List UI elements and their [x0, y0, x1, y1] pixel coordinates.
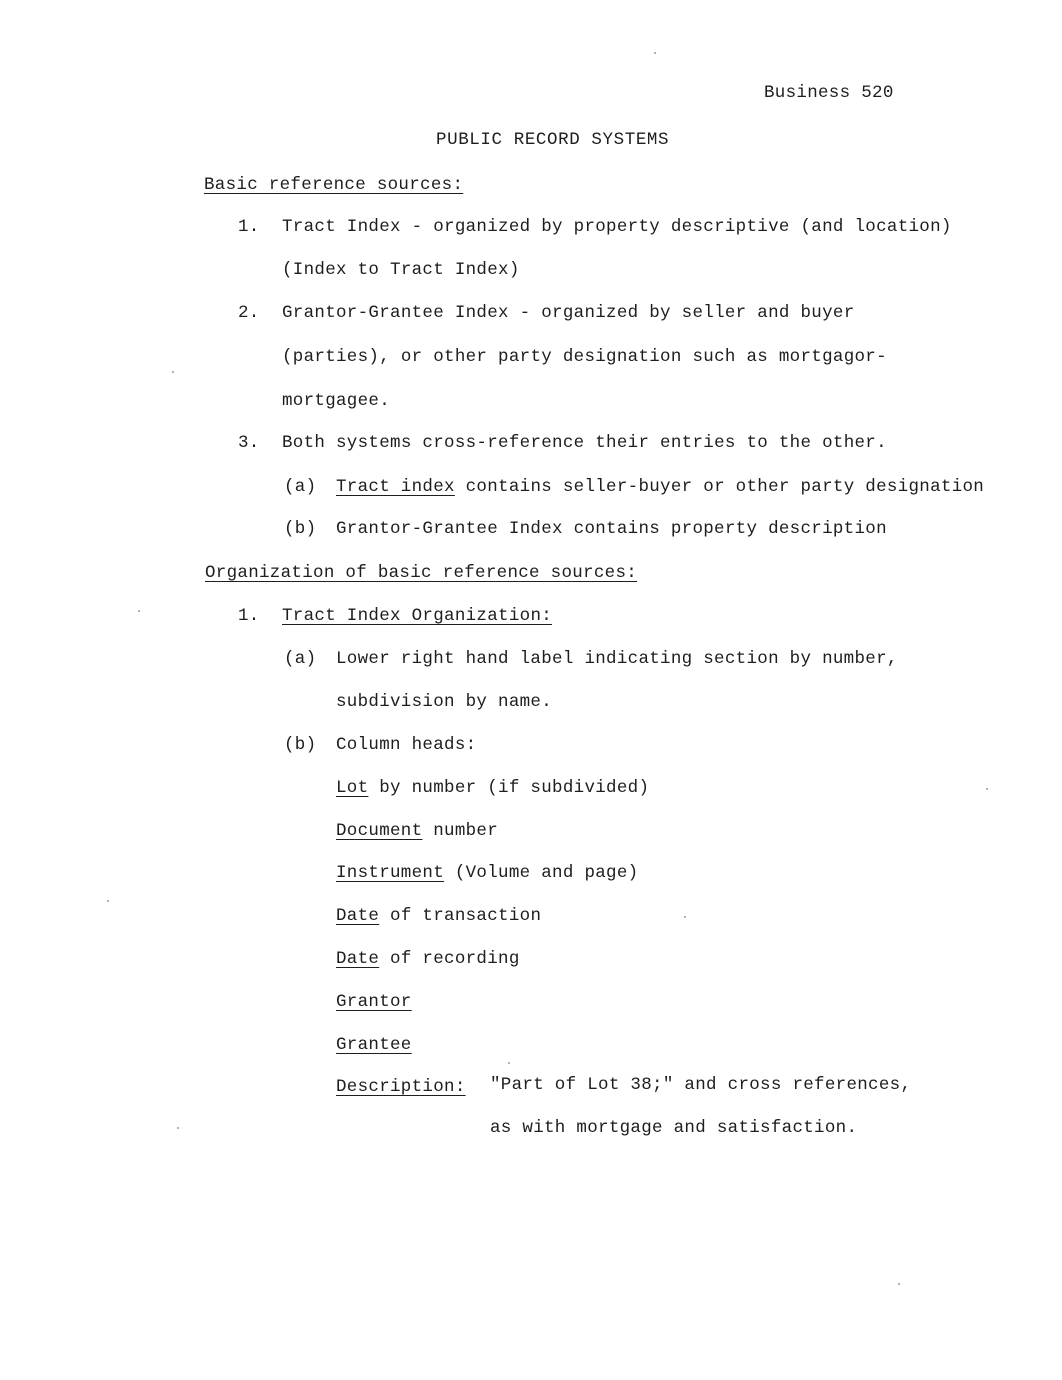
column-head-name: Grantee: [336, 1035, 412, 1055]
column-head-item: [336, 820, 498, 842]
list-item-text: Tract Index - organized by property descriptive (and location): [282, 217, 952, 237]
column-head-description: Description:: [336, 1077, 466, 1097]
column-head-item: [336, 777, 649, 799]
list-item-number: 3.: [238, 433, 260, 453]
sub-item-text: Column heads:: [336, 735, 477, 755]
column-head-name: Lot: [336, 778, 369, 798]
column-head-name: Grantor: [336, 992, 412, 1012]
sub-item-text: subdivision by name.: [336, 692, 553, 712]
list-item-text: (parties), or other party designation such as mortgagor-: [282, 347, 887, 367]
list-item-title: Tract Index Organization:: [282, 606, 553, 626]
page-title: PUBLIC RECORD SYSTEMS: [436, 130, 670, 150]
column-head-name: Date: [336, 949, 380, 969]
column-head-rest: number: [422, 821, 499, 841]
list-item-text: mortgagee.: [282, 391, 391, 411]
section-heading-organization: Organization of basic reference sources:: [205, 563, 638, 583]
column-head-item: [336, 905, 541, 927]
column-head-rest: (Volume and page): [444, 863, 639, 883]
column-head-item: [336, 991, 412, 1013]
section-heading-basic-sources: Basic reference sources:: [204, 175, 464, 195]
description-text: as with mortgage and satisfaction.: [490, 1118, 858, 1138]
sub-item-rest: contains seller-buyer or other party designation: [454, 477, 985, 497]
column-head-item: [336, 948, 520, 970]
column-head-name: Document: [336, 821, 423, 841]
sub-item-text: Grantor-Grantee Index contains property description: [336, 519, 887, 539]
scan-speck: [177, 1127, 179, 1129]
column-head-rest: of recording: [379, 949, 520, 969]
scan-speck: [107, 900, 109, 902]
scan-speck: [138, 610, 140, 612]
sub-item-label: (a): [284, 477, 317, 497]
description-text: "Part of Lot 38;" and cross references,: [490, 1075, 912, 1095]
course-label: Business 520: [764, 83, 894, 103]
sub-item-text: [336, 476, 984, 498]
column-head-item: [336, 862, 638, 884]
scan-speck: [508, 1062, 510, 1064]
underlined-term: Tract index: [336, 477, 455, 497]
column-head-item: [336, 1034, 412, 1056]
sub-item-label: (b): [284, 735, 317, 755]
column-head-name: Date: [336, 906, 380, 926]
list-item-number: 2.: [238, 303, 260, 323]
list-item-number: 1.: [238, 217, 260, 237]
list-item-text: Grantor-Grantee Index - organized by seller and buyer: [282, 303, 855, 323]
scan-speck: [986, 788, 988, 790]
sub-item-label: (b): [284, 519, 317, 539]
sub-item-label: (a): [284, 649, 317, 669]
scan-speck: [898, 1283, 900, 1285]
column-head-rest: of transaction: [379, 906, 542, 926]
column-head-name: Instrument: [336, 863, 445, 883]
list-item-text: Both systems cross-reference their entries to the other.: [282, 433, 887, 453]
list-item-text: (Index to Tract Index): [282, 260, 520, 280]
list-item-number: 1.: [238, 606, 260, 626]
scan-speck: [172, 371, 174, 373]
column-head-rest: by number (if subdivided): [368, 778, 650, 798]
scan-speck: [684, 916, 686, 918]
scan-speck: [654, 52, 656, 54]
sub-item-text: Lower right hand label indicating section by number,: [336, 649, 898, 669]
